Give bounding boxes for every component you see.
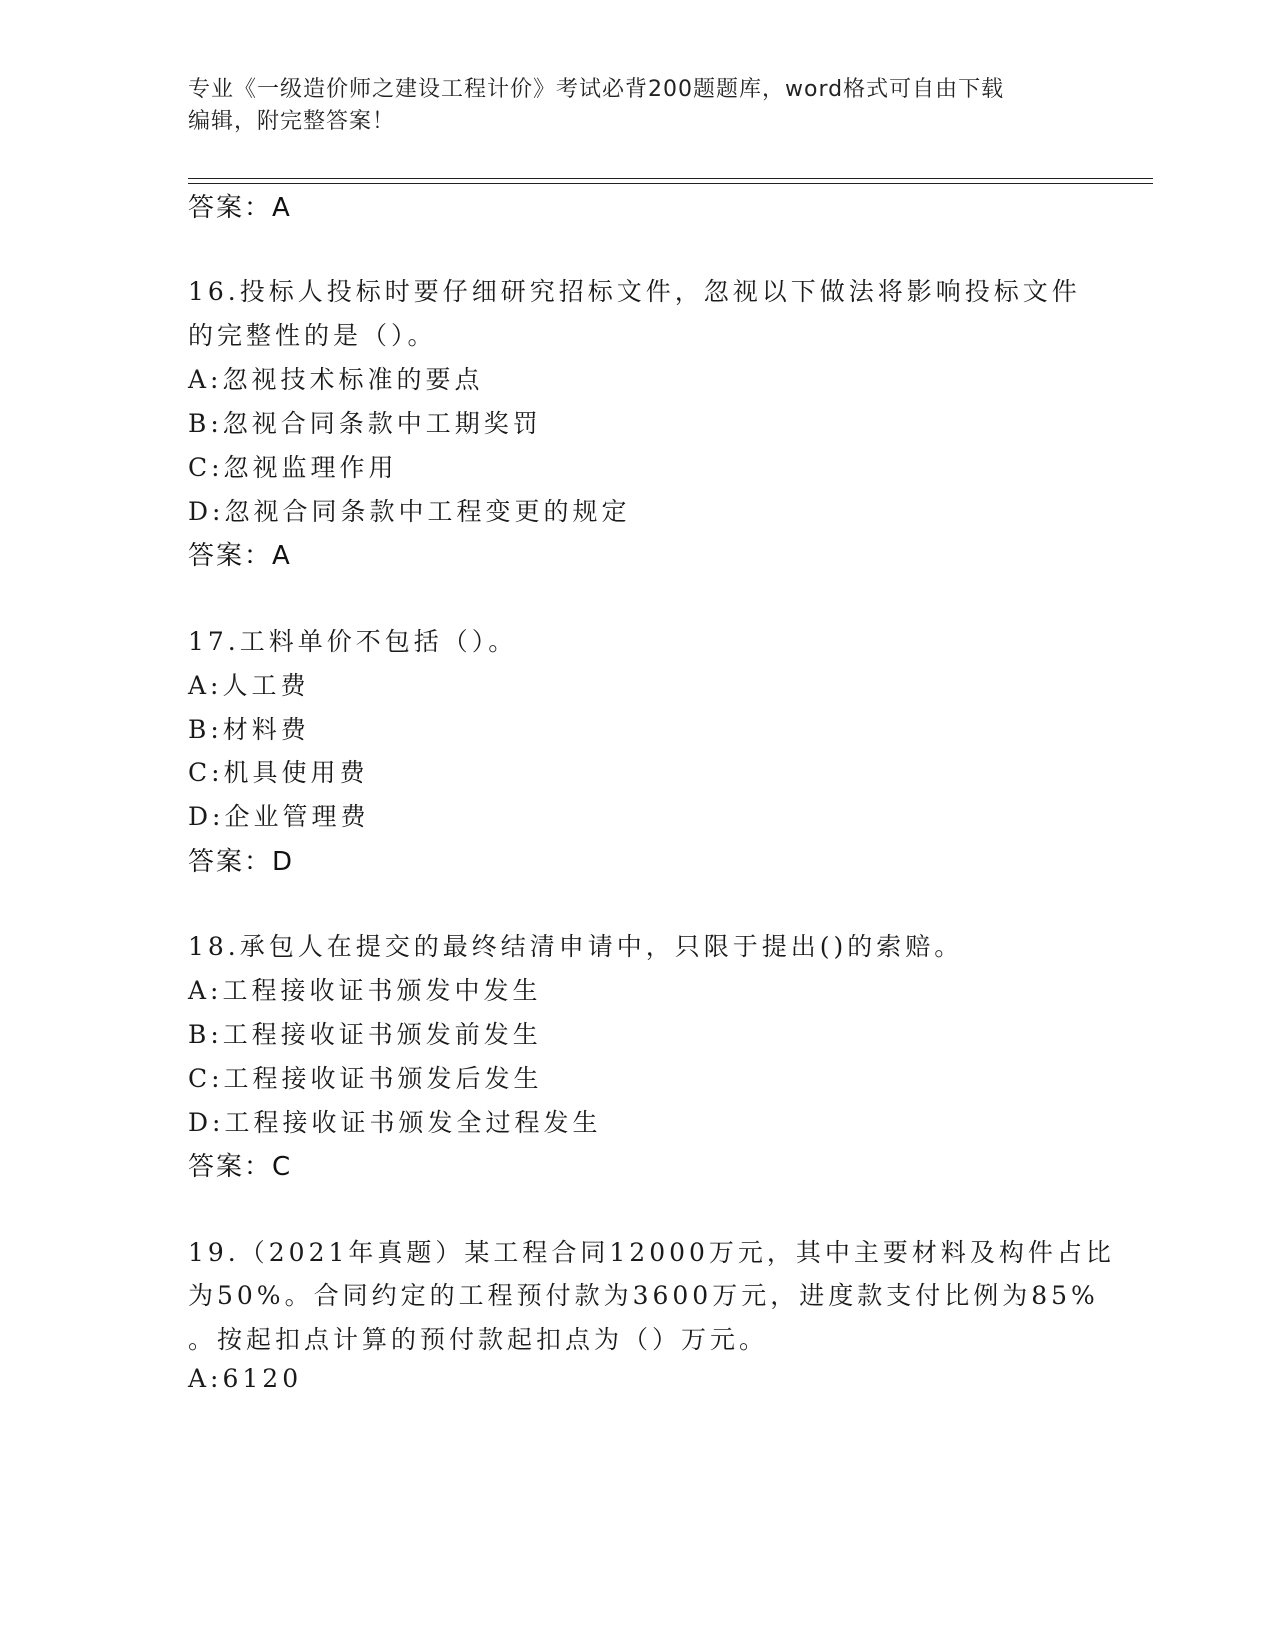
answer-line: 答案：D (188, 847, 295, 877)
header-divider-top (188, 178, 1153, 179)
answer-line: 答案：A (188, 193, 292, 223)
question-stem-line: 16.投标人投标时要仔细研究招标文件，忽视以下做法将影响投标文件 (188, 277, 1081, 306)
document-header (188, 74, 1088, 138)
option-b: B:工程接收证书颁发前发生 (188, 1020, 542, 1049)
option-c: C:忽视监理作用 (188, 453, 398, 482)
option-a: A:忽视技术标准的要点 (188, 365, 484, 394)
header-line-1: 专业《一级造价师之建设工程计价》考试必背200题题库，word格式可自由下载 (188, 77, 1005, 102)
option-d: D:企业管理费 (188, 802, 370, 831)
option-d: D:工程接收证书颁发全过程发生 (188, 1108, 602, 1137)
option-b: B:材料费 (188, 715, 310, 744)
question-stem-line: 的完整性的是（）。 (188, 321, 437, 350)
option-c: C:工程接收证书颁发后发生 (188, 1064, 543, 1093)
option-a: A:工程接收证书颁发中发生 (188, 976, 542, 1005)
option-a: A:人工费 (188, 671, 310, 700)
answer-line: 答案：C (188, 1152, 293, 1182)
header-divider-bottom (188, 183, 1153, 184)
question-stem-line: 17.工料单价不包括（）。 (188, 627, 518, 656)
header-line-2: 编辑，附完整答案！ (188, 109, 396, 134)
question-stem-line: 。按起扣点计算的预付款起扣点为（）万元。 (188, 1325, 769, 1354)
option-a: A:6120 (188, 1364, 303, 1393)
option-d: D:忽视合同条款中工程变更的规定 (188, 497, 631, 526)
option-b: B:忽视合同条款中工期奖罚 (188, 409, 542, 438)
answer-line: 答案：A (188, 541, 292, 571)
question-stem-line: 为50%。合同约定的工程预付款为3600万元，进度款支付比例为85% (188, 1281, 1099, 1310)
question-stem-line: 19.（2021年真题）某工程合同12000万元，其中主要材料及构件占比 (188, 1238, 1115, 1267)
option-c: C:机具使用费 (188, 758, 369, 787)
question-stem-line: 18.承包人在提交的最终结清申请中，只限于提出()的索赔。 (188, 932, 964, 961)
